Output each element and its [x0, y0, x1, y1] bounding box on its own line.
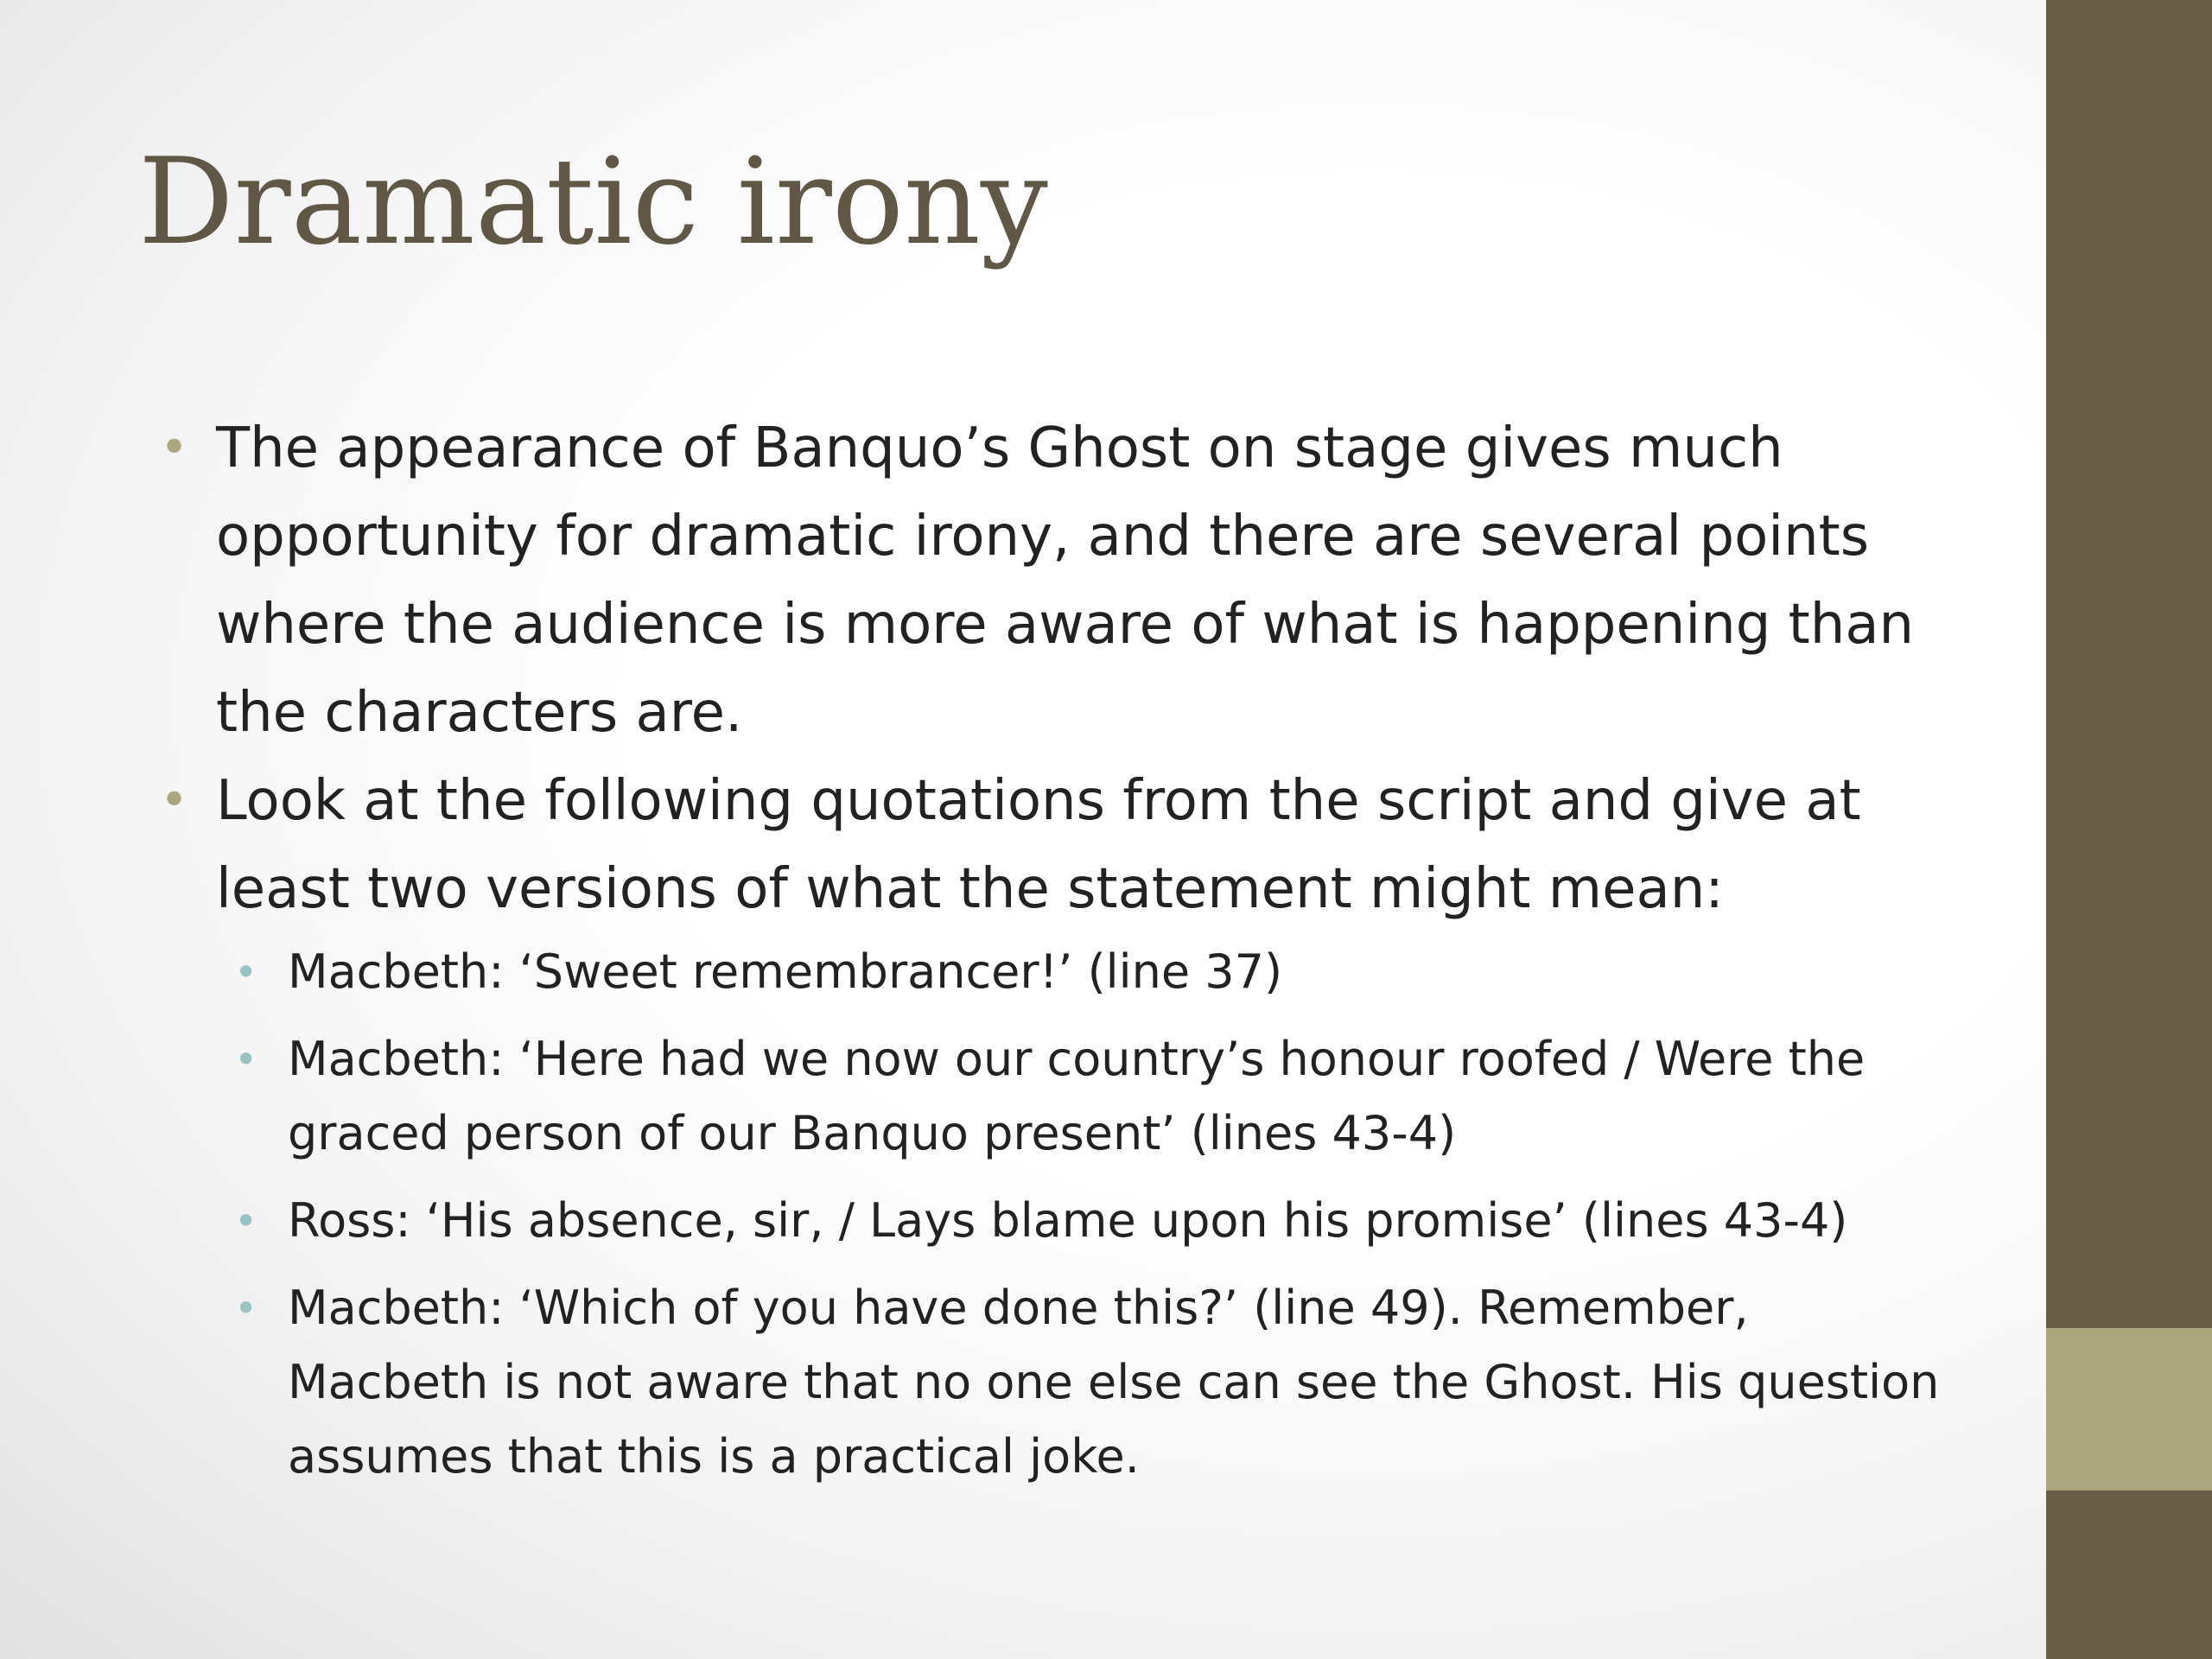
sub-bullet-item	[160, 1271, 1957, 1494]
bullet-text: The appearance of Banquo’s Ghost on stage gives much opportunity for dramatic irony, and there are several points where the audience is more aware of what is happening than the characters are.	[216, 416, 1915, 745]
decorative-side-accent	[2046, 1328, 2212, 1491]
sub-bullet-text: • Macbeth: ‘Here had we now our country’s honour roofed / Were the graced person of our Banquo present’ (lines 43-4)	[288, 1032, 1866, 1160]
slide-content	[160, 404, 1957, 1507]
sub-bullet-text: • Ross: ‘His absence, sir, / Lays blame upon his promise’ (lines 43-4)	[288, 1193, 1848, 1248]
sub-bullet-item	[160, 1022, 1957, 1171]
bullet-item	[160, 404, 1957, 757]
sub-bullet-list	[216, 935, 1957, 1494]
bullet-list	[160, 404, 1957, 1494]
sub-bullet-text: • Macbeth: ‘Sweet remembrancer!’ (line 37)	[288, 944, 1283, 999]
slide-title: Dramatic irony	[138, 132, 1048, 271]
sub-bullet-item	[160, 935, 1957, 1009]
sub-bullet-item	[160, 1184, 1957, 1258]
sub-bullet-text: • Macbeth: ‘Which of you have done this?’ (line 49). Remember, Macbeth is not aware that no one else can see the Ghost. His question assumes that this is a practical joke.	[288, 1281, 1940, 1484]
bullet-item	[160, 757, 1957, 1494]
bullet-text: Look at the following quotations from the script and give at least two versions of what the statement might mean:	[216, 769, 1861, 921]
